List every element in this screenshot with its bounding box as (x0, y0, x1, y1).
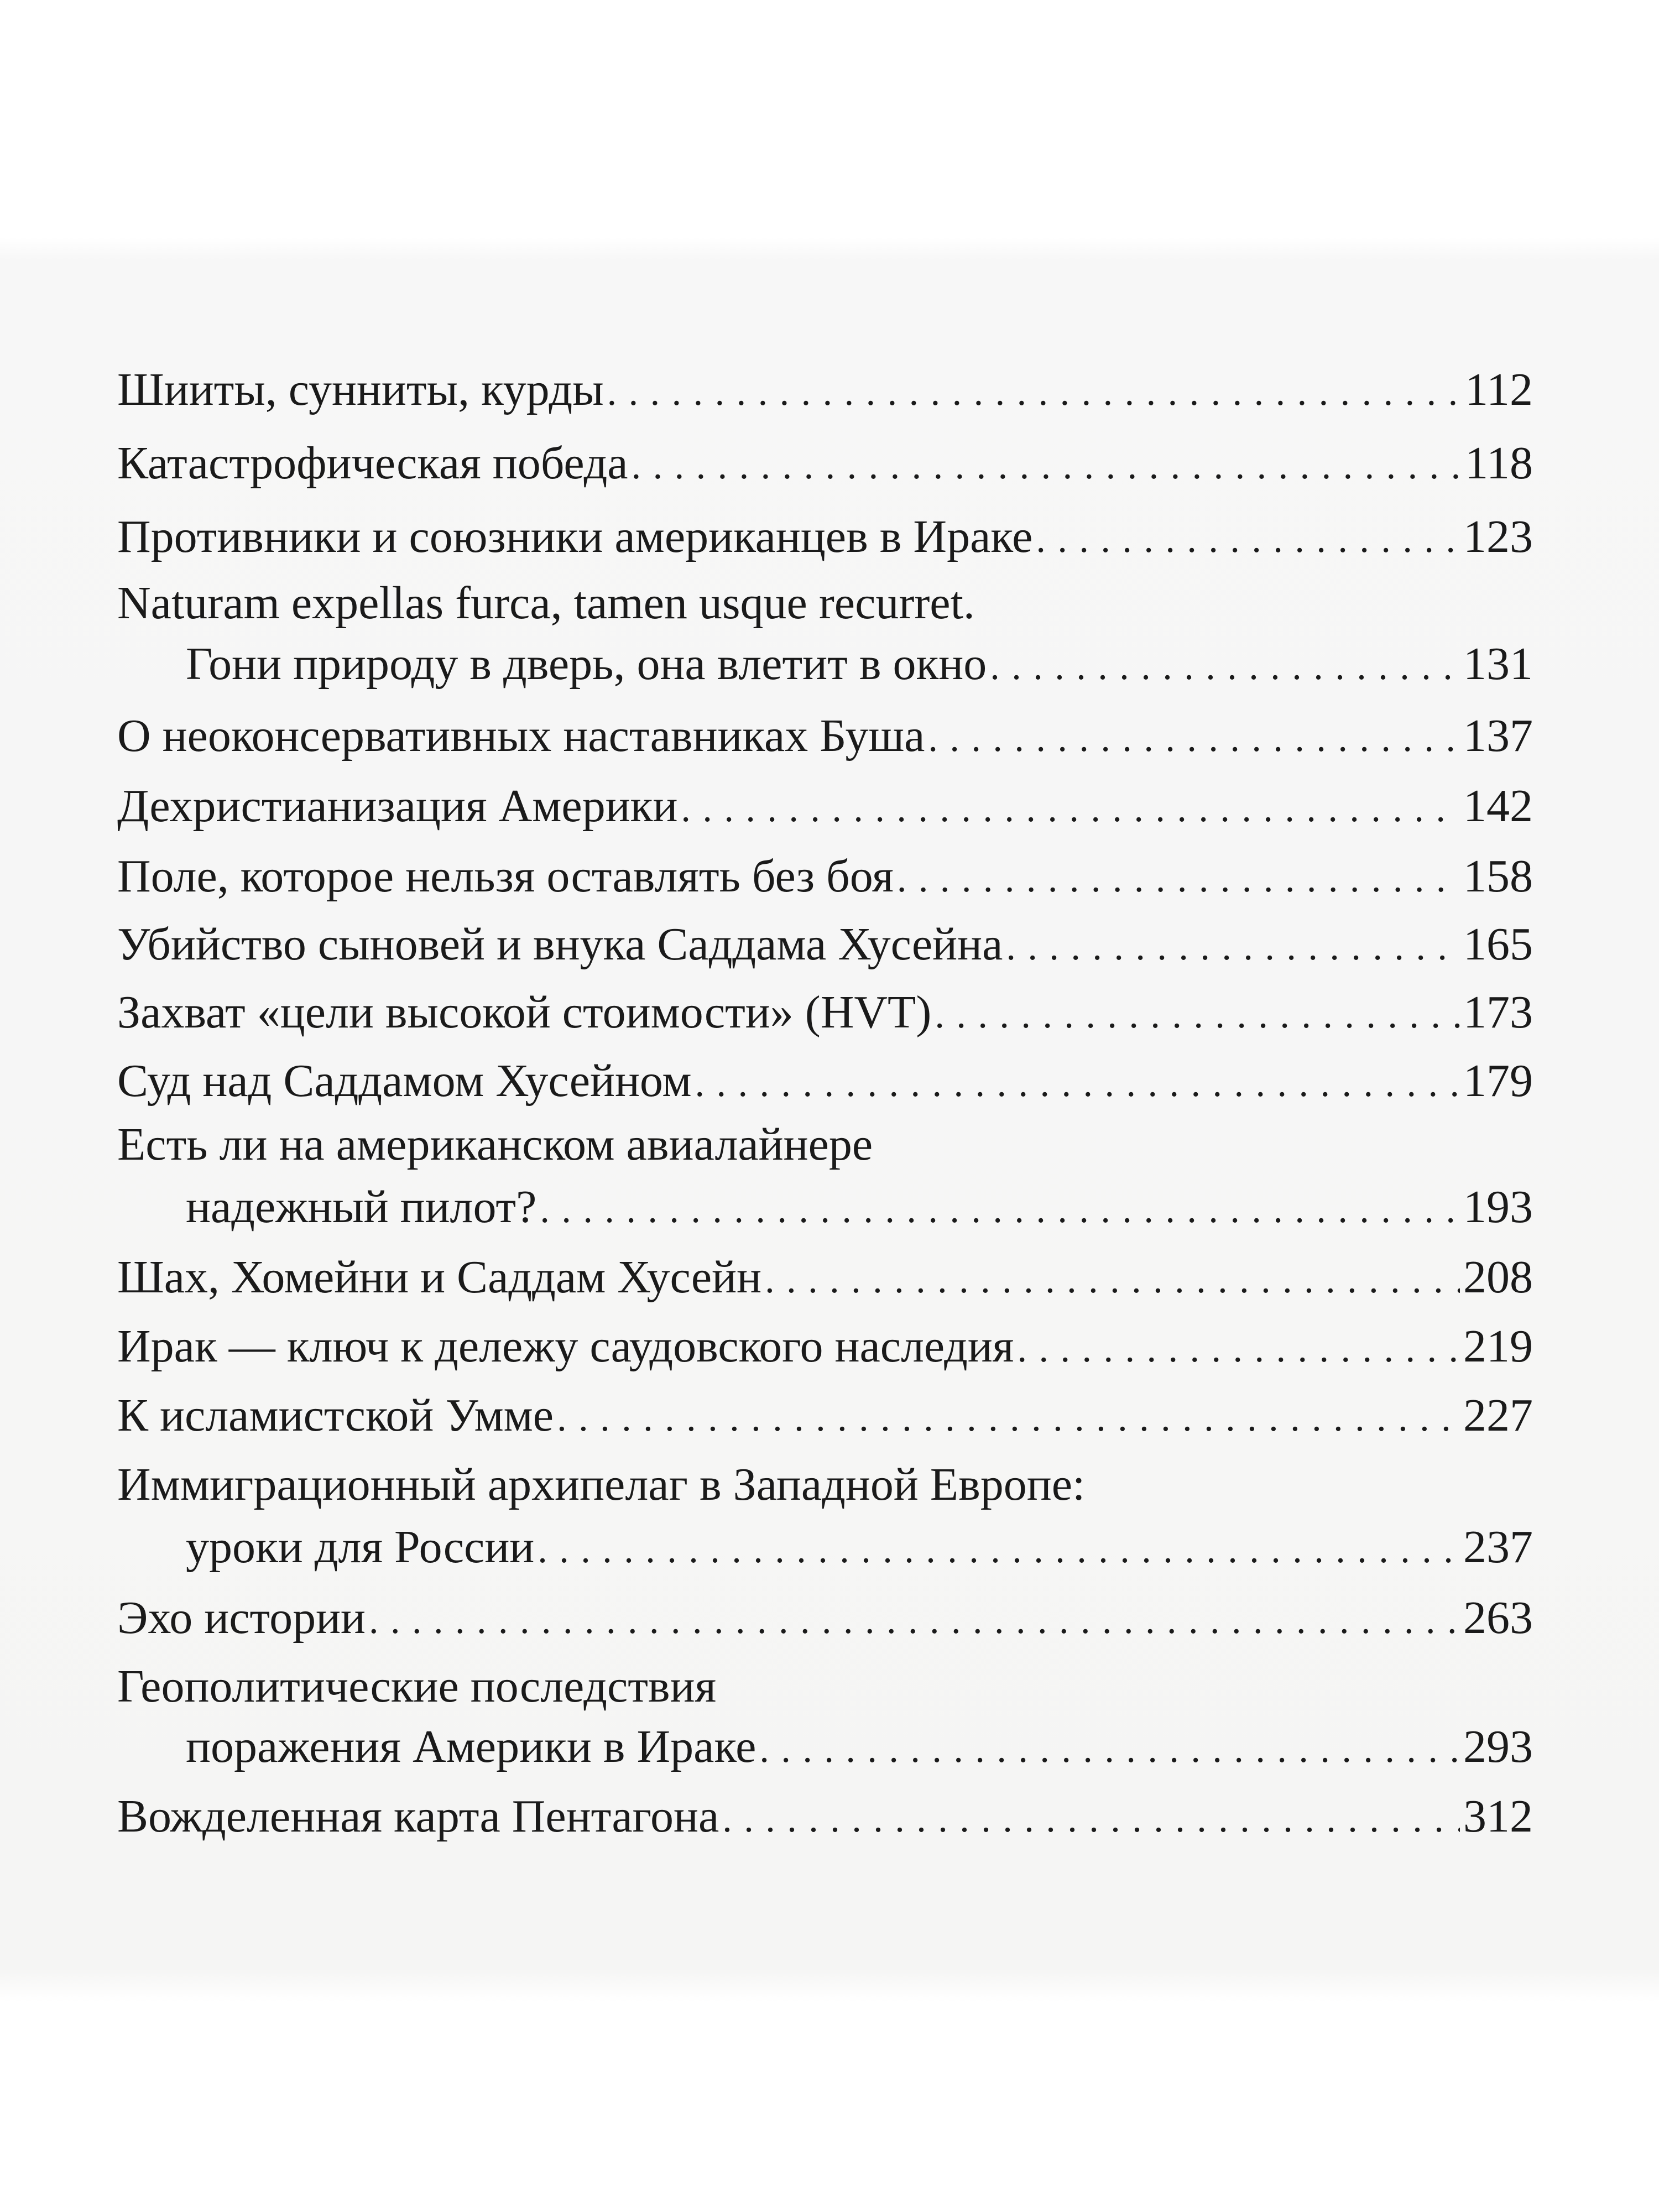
toc-entry (117, 1051, 1533, 1112)
dot-leader (369, 1588, 1460, 1651)
table-of-contents (117, 0, 1533, 2212)
toc-entry-page: 263 (1463, 1592, 1533, 1644)
toc-entry-page: 142 (1463, 780, 1533, 832)
dot-leader (557, 1385, 1460, 1449)
dot-leader (540, 1177, 1460, 1240)
dot-leader (897, 846, 1460, 910)
toc-entry-page: 173 (1463, 987, 1533, 1038)
dot-leader (759, 1717, 1460, 1780)
toc-entry-title: Naturam expellas furca, tamen usque recurret. (117, 577, 975, 629)
toc-entry-title: Шах, Хомейни и Саддам Хусейн (117, 1251, 762, 1303)
toc-entry-page: 193 (1463, 1181, 1533, 1233)
toc-entry-page: 123 (1463, 511, 1533, 562)
toc-entry-title: Геополитические последствия (117, 1661, 717, 1712)
dot-leader (1006, 914, 1460, 978)
dot-leader (928, 706, 1460, 769)
toc-entry-title: Гони природу в дверь, она влетит в окно (186, 638, 987, 690)
toc-entry-page: 131 (1463, 638, 1533, 690)
toc-entry (117, 776, 1533, 837)
toc-entry-title: Убийство сыновей и внука Саддама Хусейна (117, 919, 1003, 970)
dot-leader (990, 634, 1460, 697)
toc-entry-title: К исламистской Умме (117, 1390, 554, 1441)
toc-entry (117, 706, 1533, 766)
toc-entry (117, 1786, 1533, 1847)
toc-entry (117, 1588, 1533, 1648)
toc-entry (186, 1717, 1533, 1777)
toc-entry-title: Ирак — ключ к дележу саудовского наследия (117, 1321, 1014, 1372)
toc-entry (117, 433, 1533, 494)
toc-entry (117, 1247, 1533, 1308)
dot-leader (1017, 1316, 1460, 1380)
toc-entry-title: Иммиграционный архипелаг в Западной Европе: (117, 1459, 1086, 1510)
toc-entry-title: Вожделенная карта Пентагона (117, 1791, 719, 1842)
toc-entry-title: О неоконсервативных наставниках Буша (117, 710, 925, 761)
toc-entry-page: 179 (1463, 1055, 1533, 1107)
toc-entry (117, 359, 1533, 420)
dot-leader (1036, 507, 1460, 570)
toc-entry-title: надежный пилот? (186, 1181, 537, 1233)
toc-entry (117, 1454, 1533, 1515)
toc-entry-title: Катастрофическая победа (117, 437, 628, 489)
toc-entry (117, 1316, 1533, 1377)
dot-leader (632, 433, 1462, 497)
dot-leader (607, 359, 1462, 423)
toc-entry-title: поражения Америки в Ираке (186, 1721, 757, 1772)
toc-entry-title: Эхо истории (117, 1592, 366, 1644)
toc-entry-page: 158 (1463, 851, 1533, 902)
toc-entry (186, 1517, 1533, 1578)
toc-entry (117, 1656, 1533, 1717)
toc-entry-title: Суд над Саддамом Хусейном (117, 1055, 692, 1107)
toc-entry (117, 1385, 1533, 1446)
toc-entry (186, 1177, 1533, 1238)
toc-entry-page: 112 (1465, 364, 1533, 415)
toc-entry (186, 634, 1533, 695)
toc-entry-title: Противники и союзники американцев в Ираке (117, 511, 1033, 562)
toc-entry-page: 165 (1463, 919, 1533, 970)
dot-leader (765, 1247, 1460, 1311)
toc-entry-title: Шииты, сунниты, курды (117, 364, 604, 415)
toc-entry-page: 293 (1463, 1721, 1533, 1772)
dot-leader (935, 982, 1460, 1046)
toc-entry-title: Дехристианизация Америки (117, 780, 678, 832)
toc-entry (117, 982, 1533, 1043)
toc-entry-page: 219 (1463, 1321, 1533, 1372)
toc-entry-title: Поле, которое нельзя оставлять без боя (117, 851, 894, 902)
toc-entry-title: уроки для России (186, 1521, 535, 1573)
dot-leader (722, 1786, 1460, 1850)
toc-entry-page: 208 (1463, 1251, 1533, 1303)
dot-leader (681, 776, 1460, 839)
toc-entry-page: 312 (1463, 1791, 1533, 1842)
toc-entry-page: 137 (1463, 710, 1533, 761)
toc-entry (117, 914, 1533, 975)
toc-entry-page: 118 (1465, 437, 1533, 489)
toc-entry (117, 573, 1533, 634)
toc-entry (117, 1114, 1533, 1175)
toc-entry-page: 227 (1463, 1390, 1533, 1441)
toc-entry (117, 507, 1533, 567)
toc-entry (117, 846, 1533, 907)
toc-entry-title: Захват «цели высокой стоимости» (HVT) (117, 987, 932, 1038)
toc-entry-title: Есть ли на американском авиалайнере (117, 1119, 873, 1170)
dot-leader (695, 1051, 1460, 1114)
dot-leader (538, 1517, 1460, 1580)
toc-entry-page: 237 (1463, 1521, 1533, 1573)
